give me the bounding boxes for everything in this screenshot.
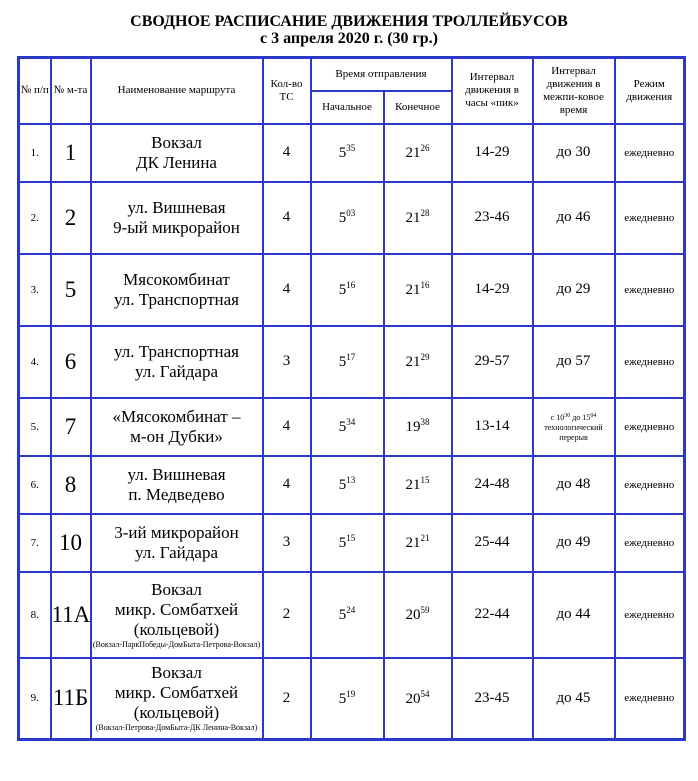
minutes: 35 [346,143,356,153]
hour: 20 [405,690,421,707]
first-departure [311,514,384,572]
route-name [91,124,263,182]
offpeak-cell: до 49 [533,514,615,572]
peak-interval: 14-29 [452,254,533,326]
route-number: 2 [51,182,91,254]
page-subtitle: с 3 апреля 2020 г. (30 гр.) [259,30,439,47]
route-number: 11Б [51,658,91,740]
route-name [91,658,263,740]
first-departure [311,254,384,326]
mode-cell: ежедневно [615,456,685,514]
offpeak-cell: до 46 [533,182,615,254]
minutes: 19 [346,688,356,699]
route-name-line: ДК Ленина [136,152,217,172]
minutes: 16 [346,280,356,290]
last-departure [384,456,452,514]
route-name [91,514,263,572]
hour: 21 [405,282,421,298]
row-number: 6. [19,456,51,514]
header-last: Конечное [384,91,452,124]
mode-cell: ежедневно [615,182,685,254]
offpeak-cell: до 57 [533,326,615,398]
hour: 5 [338,535,347,551]
peak-interval: 22-44 [452,572,533,658]
row-number: 8. [19,572,51,658]
route-name-line: ул. Транспортная [114,341,239,361]
row-number: 7. [19,514,51,572]
minutes: 29 [420,352,430,362]
route-path-note: (Вокзал-ПаркПобеды-ДомБыта-Петрова-Вокзал) [92,639,261,649]
route-name-line: Вокзал [151,663,202,683]
route-name-line: Мясокомбинат [123,269,230,289]
hour: 5 [338,607,347,623]
route-number: 11А [51,572,91,658]
table-row [19,456,685,514]
route-name-line: (кольцевой) [133,619,220,639]
minutes: 24 [346,605,356,615]
table-row [19,124,685,182]
hour: 21 [405,145,421,161]
route-name [91,182,263,254]
offpeak-cell: до 48 [533,456,615,514]
peak-interval: 25-44 [452,514,533,572]
vehicle-count: 4 [263,124,311,182]
last-departure [384,658,452,740]
route-number: 6 [51,326,91,398]
offpeak-cell: до 45 [533,658,615,740]
row-number: 3. [19,254,51,326]
route-name-line: п. Медведево [128,484,225,504]
first-departure [311,398,384,456]
minutes: 59 [420,605,430,615]
last-departure [384,124,452,182]
last-departure [384,514,452,572]
vehicle-count: 4 [263,182,311,254]
note-minutes: 30 [564,412,571,419]
peak-interval: 23-45 [452,658,533,740]
route-name [91,326,263,398]
mode-cell: ежедневно [615,398,685,456]
schedule-table [17,56,686,741]
route-name-line: «Мясокомбинат – [112,406,241,426]
header-route: № м-та [51,58,91,124]
route-name [91,456,263,514]
first-departure [311,326,384,398]
hour: 21 [405,535,421,551]
header-num: № п/п [19,58,51,124]
route-name-line: ул. Вишневая [127,464,226,484]
hour: 5 [338,477,347,493]
peak-interval: 24-48 [452,456,533,514]
vehicle-count: 2 [263,572,311,658]
table-row [19,326,685,398]
offpeak-cell: до 44 [533,572,615,658]
mode-cell: ежедневно [615,658,685,740]
table-row [19,182,685,254]
note-text: технологический перерыв [544,422,603,442]
row-number: 2. [19,182,51,254]
route-name-line: Вокзал [151,132,202,152]
route-name-line: ул. Гайдара [134,361,219,381]
route-name [91,572,263,658]
peak-interval: 23-46 [452,182,533,254]
hour: 5 [338,690,347,707]
minutes: 21 [420,533,430,543]
minutes: 38 [420,417,430,427]
header-first: Начальное [311,91,384,124]
hour: 21 [405,477,421,493]
minutes: 17 [346,352,356,362]
first-departure [311,658,384,740]
peak-interval: 14-29 [452,124,533,182]
last-departure [384,398,452,456]
hour: 5 [338,419,347,435]
note-minutes: 04 [590,412,597,419]
minutes: 28 [420,208,430,218]
route-name-line: 9-ый микрорайон [113,217,240,237]
minutes: 54 [420,688,430,699]
route-name-line: микр. Сомбатхей [114,683,239,703]
minutes: 13 [346,475,356,485]
vehicle-count: 3 [263,514,311,572]
route-name-line: ул. Транспортная [114,289,239,309]
hour: 5 [338,354,347,370]
row-number: 1. [19,124,51,182]
header-offpeak: Интервал движения в межпи-ковое время [533,58,615,124]
route-name-line: ул. Гайдара [134,542,219,562]
route-number: 8 [51,456,91,514]
route-number: 5 [51,254,91,326]
route-number: 10 [51,514,91,572]
vehicle-count: 4 [263,398,311,456]
route-name [91,398,263,456]
last-departure [384,326,452,398]
hour: 20 [405,607,421,623]
route-name [91,254,263,326]
offpeak-cell [533,398,615,456]
first-departure [311,456,384,514]
header-mode: Режим движения [615,58,685,124]
first-departure [311,124,384,182]
route-number: 1 [51,124,91,182]
mode-cell: ежедневно [615,326,685,398]
first-departure [311,572,384,658]
mode-cell: ежедневно [615,124,685,182]
peak-interval: 29-57 [452,326,533,398]
route-name-line: м-он Дубки» [130,426,223,446]
page-title: СВОДНОЕ РАСПИСАНИЕ ДВИЖЕНИЯ ТРОЛЛЕЙБУСОВ [130,13,568,30]
last-departure [384,254,452,326]
route-name-line: Вокзал [151,579,202,599]
last-departure [384,182,452,254]
header-ts: Кол-во ТС [263,58,311,124]
table-row [19,572,685,658]
minutes: 15 [420,475,430,485]
header-departure: Время отправления [311,58,452,91]
minutes: 03 [346,208,356,218]
first-departure [311,182,384,254]
route-name-line: (кольцевой) [133,703,220,723]
offpeak-cell: до 30 [533,124,615,182]
route-name-line: ул. Вишневая [127,197,226,217]
minutes: 26 [420,143,430,153]
offpeak-cell: до 29 [533,254,615,326]
vehicle-count: 3 [263,326,311,398]
row-number: 9. [19,658,51,740]
header-peak: Интервал движения в часы «пик» [452,58,533,124]
hour: 21 [405,210,421,226]
mode-cell: ежедневно [615,254,685,326]
table-row [19,658,685,740]
hour: 5 [338,282,347,298]
vehicle-count: 4 [263,254,311,326]
minutes: 34 [346,417,356,427]
hour: 5 [338,145,347,161]
vehicle-count: 4 [263,456,311,514]
route-number: 7 [51,398,91,456]
hour: 19 [405,419,421,435]
minutes: 15 [346,533,356,543]
hour: 21 [405,354,421,370]
minutes: 16 [420,280,430,290]
route-name-line: 3-ий микрорайон [114,522,239,542]
route-name-line: микр. Сомбатхей [114,599,239,619]
peak-interval: 13-14 [452,398,533,456]
row-number: 5. [19,398,51,456]
note-text: с 10 [550,412,565,422]
table-row [19,514,685,572]
table-row [19,254,685,326]
last-departure [384,572,452,658]
route-path-note: (Вокзал-Петрова-ДомБыта-ДК Ленина-Вокзал) [95,723,258,733]
header-name: Наименование маршрута [91,58,263,124]
mode-cell: ежедневно [615,514,685,572]
note-text: до 15 [570,412,591,422]
vehicle-count: 2 [263,658,311,740]
row-number: 4. [19,326,51,398]
hour: 5 [338,210,347,226]
mode-cell: ежедневно [615,572,685,658]
table-row [19,398,685,456]
